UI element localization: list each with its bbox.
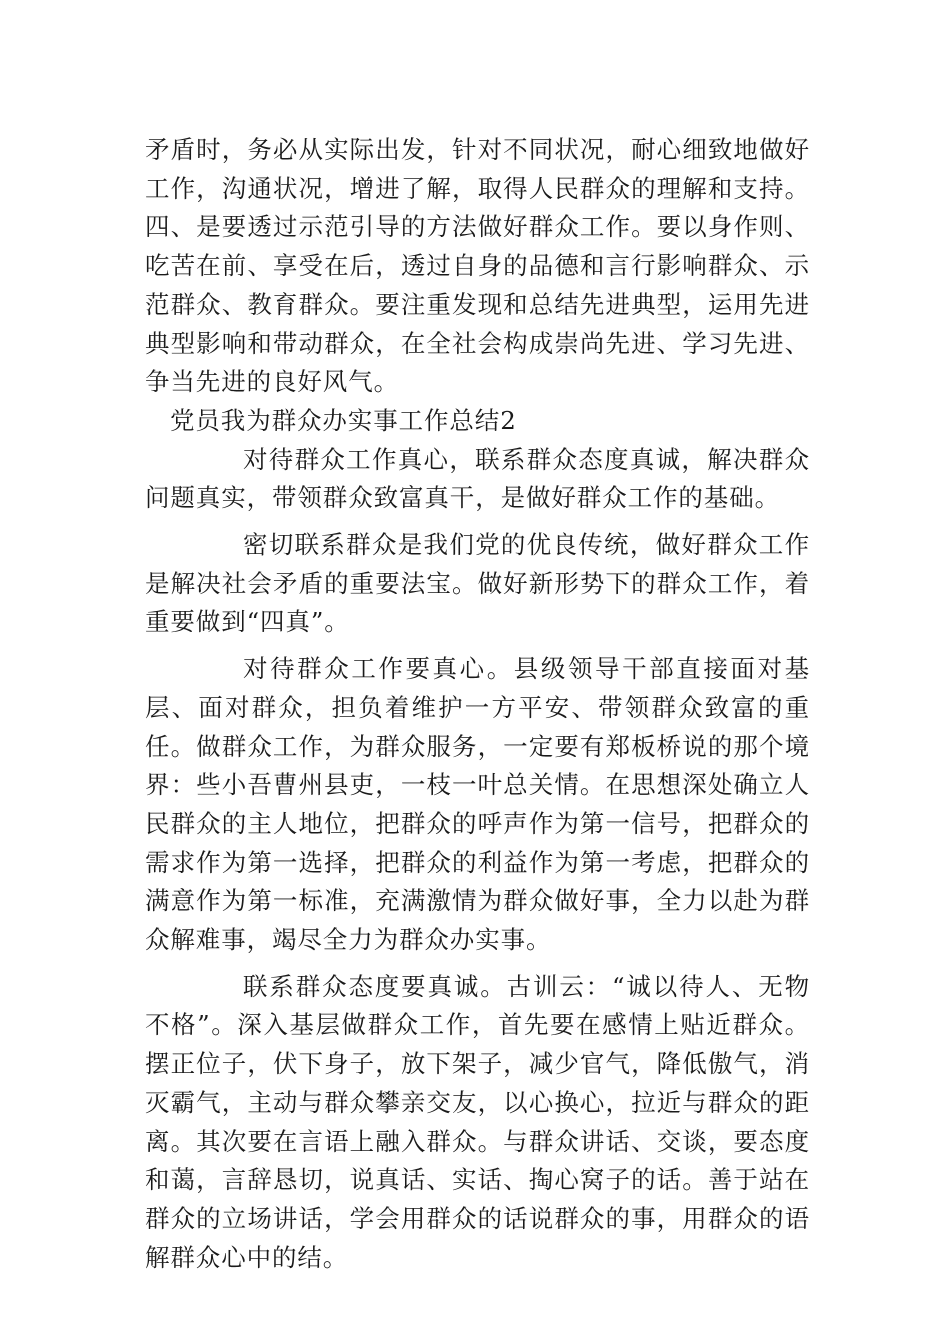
- body-paragraph-1: 密切联系群众是我们党的优良传统，做好群众工作是解决社会矛盾的重要法宝。做好新形势下的群众工作，着重要做到“四真”。: [145, 530, 810, 637]
- section-title: 党员我为群众办实事工作总结2: [170, 405, 517, 435]
- body-paragraph-2: 对待群众工作要真心。县级领导干部直接面对基层、面对群众，担负着维护一方平安、带领群众致富的重任。做群众工作，为群众服务，一定要有郑板桥说的那个境界：些小吾曹州县吏，一枝一叶总关情。在思想深处确立人民群众的主人地位，把群众的呼声作为第一信号，把群众的需求作为第一选择，把群众的利益作为第一考虑，把群众的满意作为第一标准，充满激情为群众做好事，全力以赴为群众解难事，竭尽全力为群众办实事。: [145, 654, 810, 955]
- body-paragraph-3: 联系群众态度要真诚。古训云：“诚以待人、无物不格”。深入基层做群众工作，首先要在感情上贴近群众。摆正位子，伏下身子，放下架子，减少官气，降低傲气，消灭霸气，主动与群众攀亲交友，以心换心，拉近与群众的距离。其次要在言语上融入群众。与群众讲话、交谈，要态度和蔼，言辞恳切，说真话、实话、掏心窝子的话。善于站在群众的立场讲话，学会用群众的话说群众的事，用群众的语解群众心中的结。: [145, 971, 810, 1272]
- document-page: [145, 131, 810, 1277]
- continued-paragraph: 矛盾时，务必从实际出发，针对不同状况，耐心细致地做好工作，沟通状况，增进了解，取得人民群众的理解和支持。四、是要透过示范引导的方法做好群众工作。要以身作则、吃苦在前、享受在后，透过自身的品德和言行影响群众、示范群众、教育群众。要注重发现和总结先进典型，运用先进典型影响和带动群众，在全社会构成崇尚先进、学习先进、争当先进的良好风气。: [145, 135, 810, 397]
- intro-paragraph: 对待群众工作真心，联系群众态度真诚，解决群众问题真实，带领群众致富真干，是做好群众工作的基础。: [145, 444, 810, 513]
